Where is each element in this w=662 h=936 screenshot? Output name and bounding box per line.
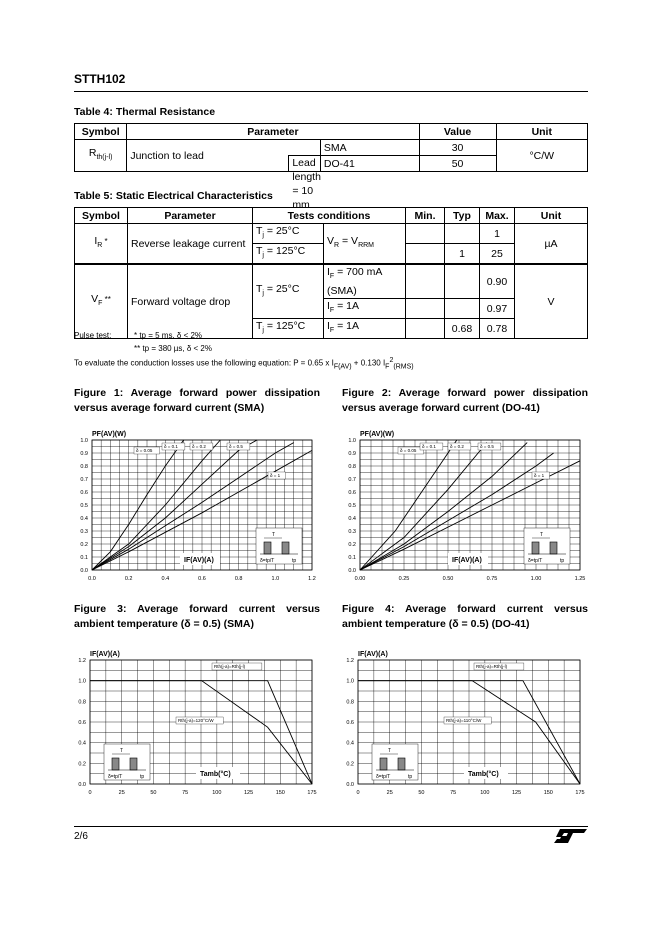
- inset-period-label: T: [388, 748, 392, 754]
- x-tick-label: 175: [575, 790, 585, 796]
- y-tick-label: 1.0: [346, 678, 354, 685]
- x-axis-label: IF(AV)(A): [184, 557, 214, 564]
- t5-vf-max2: 0.97: [480, 299, 515, 319]
- figure4-caption: Figure 4: Average forward current versus ambient temperature (δ = 0.5) (DO-41): [342, 603, 588, 630]
- x-tick-label: 25: [386, 790, 393, 796]
- y-axis-label: IF(AV)(A): [90, 651, 120, 658]
- t5-ir-typ2: 1: [445, 244, 480, 265]
- y-tick-label: 0.8: [80, 464, 88, 470]
- t4-header-unit: Unit: [496, 124, 587, 140]
- inset-pulse-2: [130, 758, 137, 770]
- x-tick-label: 0.75: [486, 576, 498, 582]
- x-axis-label: Tamb(°C): [468, 771, 499, 778]
- st-logo: [553, 827, 589, 845]
- y-tick-label: 0.4: [348, 516, 356, 522]
- x-tick-label: 0.25: [398, 576, 410, 582]
- t5-vf-tj125: $T_j = 125^\circ C$: [253, 319, 324, 339]
- header-rule: [74, 91, 588, 92]
- t5-vf-param: Forward voltage drop: [128, 264, 253, 339]
- x-tick-label: 175: [307, 790, 317, 796]
- x-tick-label: 1.2: [308, 576, 316, 582]
- y-tick-label: 0.4: [78, 740, 86, 747]
- t5-vf-min1: [406, 264, 445, 299]
- x-tick-label: 0: [88, 790, 92, 796]
- x-tick-label: 0: [356, 790, 360, 796]
- t5-ir-symbol: $I_R$ *: [75, 224, 128, 265]
- t5-vf-unit: V: [515, 264, 588, 339]
- y-tick-label: 0.8: [78, 699, 86, 706]
- x-tick-label: 0.0: [88, 576, 96, 582]
- inset-pulse-2: [282, 542, 289, 554]
- t5-header-symbol: Symbol: [75, 208, 128, 224]
- t5-vf-tj25: $T_j = 25^\circ C$: [253, 264, 324, 319]
- series-label: δ = 0.1: [164, 444, 178, 449]
- series-label: δ = 0.1: [422, 444, 436, 449]
- t5-vf-min3: [406, 319, 445, 339]
- inset-formula: δ=tp/T: [376, 774, 391, 780]
- series-label: Rth(j-a)=110°C/W: [446, 718, 482, 723]
- series-label: δ = 1: [270, 473, 281, 478]
- y-tick-label: 0.3: [80, 529, 88, 535]
- series-label: Rth(j-a)=Rth(j-l): [476, 664, 508, 669]
- series-label: δ = 0.5: [229, 444, 243, 449]
- t4-header-parameter: Parameter: [127, 124, 419, 140]
- x-tick-label: 150: [543, 790, 553, 796]
- x-tick-label: 100: [212, 790, 222, 796]
- pulse-test-label: Pulse test:: [74, 331, 112, 340]
- pulse-test-2: ** tp = 380 µs, δ < 2%: [134, 344, 212, 353]
- static-electrical-table: [74, 207, 588, 339]
- inset-pulse-1: [532, 542, 539, 554]
- figure2-caption: Figure 2: Average forward power dissipation versus average forward current (DO-41): [342, 387, 588, 414]
- x-tick-label: 0.4: [161, 576, 170, 582]
- series-line: [360, 443, 527, 570]
- t5-vf-typ1: [445, 264, 480, 299]
- inset-period-label: T: [272, 532, 276, 538]
- series-line: [360, 443, 487, 570]
- y-tick-label: 0.5: [348, 503, 356, 509]
- inset-pulse-2: [550, 542, 557, 554]
- pulse-test-1: * tp = 5 ms, δ < 2%: [134, 331, 203, 340]
- y-tick-label: 1.0: [348, 438, 356, 444]
- y-tick-label: 0.6: [78, 720, 86, 726]
- y-tick-label: 1.2: [78, 658, 86, 664]
- t5-ir-tj125: $T_j = 125^\circ C$: [253, 244, 324, 265]
- y-tick-label: 1.0: [78, 678, 86, 685]
- t5-vf-max1: 0.90: [480, 264, 515, 299]
- y-tick-label: 0.9: [348, 451, 356, 457]
- x-axis-label: IF(AV)(A): [452, 557, 482, 564]
- y-tick-label: 0.0: [348, 568, 356, 574]
- t5-ir-param: Reverse leakage current: [128, 224, 253, 265]
- t5-vf-cond2: $I_F = 1A$: [324, 299, 406, 319]
- t5-header-conditions: Tests conditions: [253, 208, 406, 224]
- x-tick-label: 125: [511, 790, 522, 796]
- inset-period-label: T: [120, 748, 124, 754]
- figure3-chart: [74, 640, 324, 800]
- inset-pulse-1: [264, 542, 271, 554]
- x-tick-label: 0.50: [442, 576, 454, 582]
- inset-tp-label: tp: [292, 558, 297, 564]
- y-tick-label: 0.6: [348, 490, 356, 496]
- x-tick-label: 1.0: [271, 576, 280, 582]
- inset-pulse-1: [112, 758, 119, 770]
- t5-vf-typ3: 0.68: [445, 319, 480, 339]
- x-tick-label: 50: [150, 790, 157, 796]
- t5-header-typ: Typ: [445, 208, 480, 224]
- t4-value-sma: 30: [419, 140, 496, 156]
- y-tick-label: 1.0: [80, 438, 88, 444]
- y-tick-label: 0.2: [78, 761, 86, 768]
- y-tick-label: 0.6: [80, 490, 88, 496]
- y-tick-label: 0.0: [78, 782, 86, 788]
- y-tick-label: 0.3: [348, 529, 356, 535]
- y-tick-label: 0.6: [346, 720, 354, 726]
- t5-vf-cond3: $I_F = 1A$: [324, 319, 406, 339]
- inset-period-label: T: [540, 532, 544, 538]
- y-tick-label: 0.0: [346, 782, 354, 788]
- figure1-caption: Figure 1: Average forward power dissipation versus average forward current (SMA): [74, 387, 320, 414]
- t5-ir-min1: [406, 224, 445, 244]
- y-tick-label: 0.9: [80, 451, 88, 457]
- y-tick-label: 0.1: [80, 555, 88, 561]
- x-axis-label: Tamb(°C): [200, 771, 231, 778]
- t5-header-parameter: Parameter: [128, 208, 253, 224]
- y-axis-label: IF(AV)(A): [358, 651, 388, 658]
- y-tick-label: 0.7: [348, 477, 356, 483]
- x-tick-label: 0.8: [234, 576, 243, 582]
- x-tick-label: 150: [275, 790, 285, 796]
- y-tick-label: 0.2: [346, 761, 354, 768]
- t4-pkg-sma: SMA: [320, 140, 419, 156]
- y-tick-label: 0.0: [80, 568, 88, 574]
- t5-vf-min2: [406, 299, 445, 319]
- figure1-chart: [74, 422, 324, 586]
- x-tick-label: 75: [450, 790, 457, 796]
- series-label: δ = 0.05: [400, 448, 417, 453]
- inset-formula: δ=tp/T: [528, 558, 543, 564]
- figure2-chart: [342, 422, 592, 586]
- inset-formula: δ=tp/T: [260, 558, 275, 564]
- t4-unit: °C/W: [496, 140, 587, 172]
- t4-lead-length: Lead length = 10 mm: [288, 155, 321, 171]
- document-title: STTH102: [74, 72, 126, 86]
- t5-vf-cond1: $I_F = 700$ mA (SMA): [324, 264, 406, 299]
- series-label: δ = 0.5: [480, 444, 494, 449]
- y-tick-label: 1.2: [346, 658, 354, 664]
- table4-caption: Table 4: Thermal Resistance: [74, 106, 216, 118]
- t5-ir-tj25: $T_j = 25^\circ C$: [253, 224, 324, 244]
- y-tick-label: 0.2: [80, 542, 88, 548]
- t5-vf-symbol: $V_F$ **: [75, 264, 128, 339]
- x-tick-label: 125: [243, 790, 254, 796]
- t5-header-max: Max.: [480, 208, 515, 224]
- inset-pulse-2: [398, 758, 405, 770]
- x-tick-label: 1.25: [574, 576, 586, 582]
- x-tick-label: 0.00: [354, 576, 366, 582]
- x-tick-label: 100: [480, 790, 490, 796]
- inset-tp-label: tp: [560, 558, 565, 564]
- series-label: δ = 1: [534, 473, 545, 478]
- inset-formula: δ=tp/T: [108, 774, 123, 780]
- t4-param-text: Junction to lead: [130, 149, 204, 162]
- figure3-caption: Figure 3: Average forward current versus ambient temperature (δ = 0.5) (SMA): [74, 603, 320, 630]
- t5-ir-min2: [406, 244, 445, 265]
- series-label: Rth(j-a)=Rth(j-l): [214, 664, 246, 669]
- inset-tp-label: tp: [140, 774, 145, 780]
- series-label: δ = 0.2: [192, 444, 206, 449]
- t5-vf-typ2: [445, 299, 480, 319]
- series-label: Rth(j-a)=120°C/W: [178, 718, 214, 723]
- t5-ir-unit: µA: [515, 224, 588, 265]
- t5-ir-typ1: [445, 224, 480, 244]
- y-axis-label: PF(AV)(W): [92, 431, 127, 438]
- t4-symbol: $R_{th(j-l)}$: [75, 140, 127, 172]
- t5-ir-max2: 25: [480, 244, 515, 265]
- y-tick-label: 0.4: [346, 740, 354, 747]
- x-tick-label: 1.00: [530, 576, 542, 582]
- page-number: 2/6: [74, 831, 88, 842]
- x-tick-label: 0.6: [198, 576, 206, 582]
- y-axis-label: PF(AV)(W): [360, 431, 395, 438]
- t5-header-unit: Unit: [515, 208, 588, 224]
- figure4-chart: [342, 640, 592, 800]
- inset-pulse-1: [380, 758, 387, 770]
- y-tick-label: 0.1: [348, 555, 356, 561]
- y-tick-label: 0.8: [348, 464, 356, 470]
- x-tick-label: 0.2: [124, 576, 133, 582]
- y-tick-label: 0.8: [346, 699, 354, 706]
- x-tick-label: 25: [118, 790, 125, 796]
- y-tick-label: 0.4: [80, 516, 88, 522]
- t4-value-do41: 50: [419, 156, 496, 172]
- t5-ir-condition: $V_R = V_{RRM}$: [324, 224, 406, 265]
- inset-tp-label: tp: [408, 774, 413, 780]
- table5-caption: Table 5: Static Electrical Characteristics: [74, 190, 273, 202]
- footer-rule: [74, 826, 588, 827]
- x-tick-label: 50: [418, 790, 425, 796]
- t5-vf-max3: 0.78: [480, 319, 515, 339]
- conduction-loss-equation: To evaluate the conduction losses use the following equation: P = 0.65 x $I_{F(AV)} + 0.130$ $I_F^2_{(RMS)}$: [74, 357, 414, 371]
- series-label: δ = 0.05: [136, 448, 153, 453]
- y-tick-label: 0.5: [80, 503, 88, 509]
- y-tick-label: 0.7: [80, 477, 88, 483]
- t5-header-min: Min.: [406, 208, 445, 224]
- series-label: δ = 0.2: [450, 444, 464, 449]
- t5-ir-max1: 1: [480, 224, 515, 244]
- x-tick-label: 75: [182, 790, 189, 796]
- t4-header-value: Value: [419, 124, 496, 140]
- t4-pkg-do41: DO-41: [320, 156, 419, 172]
- y-tick-label: 0.2: [348, 542, 356, 548]
- t4-header-symbol: Symbol: [75, 124, 127, 140]
